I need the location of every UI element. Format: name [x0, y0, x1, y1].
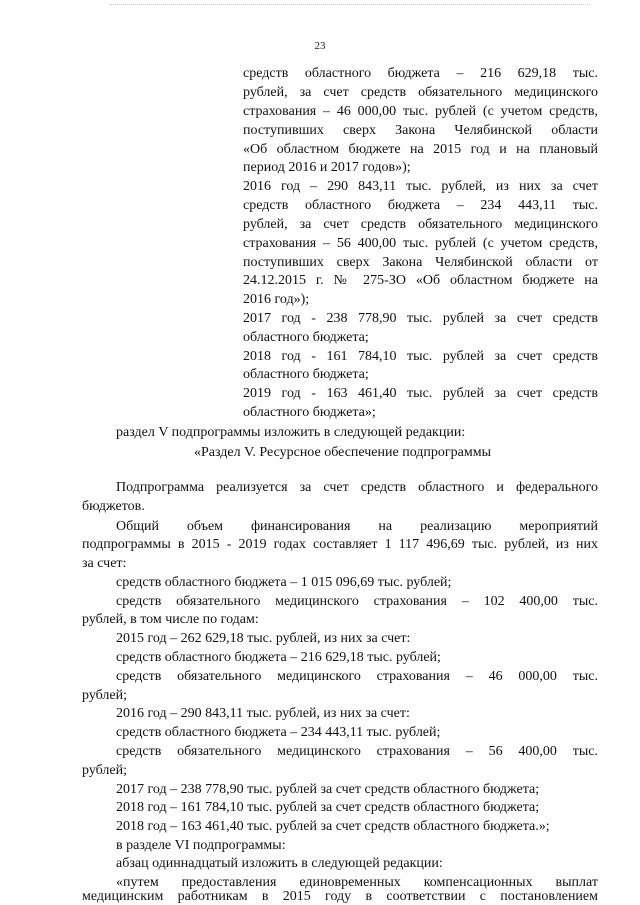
text-line: областного бюджета»; — [243, 405, 376, 420]
paragraph-line: «путем предоставления единовременных компенсационных выплат — [116, 875, 598, 890]
paragraph-line: 2015 год – 262 629,18 тыс. рублей, из них за счет: — [116, 631, 411, 646]
paragraph-line: рублей; — [82, 763, 127, 778]
paragraph-line: рублей; — [82, 688, 127, 703]
paragraph-line: медицинским работникам в 2015 году в соответствии с постановлением — [82, 889, 598, 904]
paragraph-line: бюджетов. — [82, 499, 145, 514]
text-line: областного бюджета; — [243, 367, 369, 382]
paragraph-line: 2018 год – 163 461,40 тыс. рублей за счет средств областного бюджета.»; — [116, 819, 550, 834]
paragraph-line: 2018 год – 161 784,10 тыс. рублей за счет средств областного бюджета; — [116, 800, 540, 815]
paragraph-line: подпрограммы в 2015 - 2019 годах составляет 1 117 496,69 тыс. рублей, из них — [82, 537, 598, 552]
text-line: 2016 год»); — [243, 292, 310, 307]
paragraph-line: раздел V подпрограммы изложить в следующей редакции: — [116, 425, 466, 440]
paragraph-line: за счет: — [82, 556, 127, 571]
text-line: областного бюджета; — [243, 330, 369, 345]
text-line: страхования – 56 400,00 тыс. рублей (с учетом средств, — [243, 236, 598, 251]
paragraph-line: Подпрограмма реализуется за счет средств областного и федерального — [116, 480, 598, 495]
page-number: 23 — [314, 40, 326, 52]
text-line: 2017 год - 238 778,90 тыс. рублей за счет средств — [243, 311, 598, 326]
text-line: 2019 год - 163 461,40 тыс. рублей за счет средств — [243, 386, 598, 401]
text-line: страхования – 46 000,00 тыс. рублей (с учетом средств, — [243, 104, 598, 119]
text-line: период 2016 и 2017 годов»); — [243, 160, 411, 175]
paragraph-line: 2017 год – 238 778,90 тыс. рублей за счет средств областного бюджета; — [116, 782, 540, 797]
scan-top-artifact — [110, 4, 590, 6]
text-line: 2018 год - 161 784,10 тыс. рублей за счет средств — [243, 349, 598, 364]
paragraph-line: 2016 год – 290 843,11 тыс. рублей, из них за счет: — [116, 706, 410, 721]
paragraph-line: средств обязательного медицинского страхования – 102 400,00 тыс. — [116, 594, 598, 609]
paragraph-line: Общий объем финансирования на реализацию мероприятий — [116, 519, 598, 534]
text-line: средств областного бюджета – 216 629,18 тыс. — [243, 66, 598, 81]
paragraph-line: средств обязательного медицинского страхования – 46 000,00 тыс. — [116, 669, 598, 684]
paragraph-line: абзац одиннадцатый изложить в следующей редакции: — [116, 856, 443, 871]
paragraph-line: средств областного бюджета – 1 015 096,69 тыс. рублей; — [116, 575, 452, 590]
paragraph-line: средств областного бюджета – 234 443,11 тыс. рублей; — [116, 725, 441, 740]
text-line: средств областного бюджета – 234 443,11 тыс. — [243, 198, 598, 213]
text-line: рублей, за счет средств обязательного медицинского — [243, 217, 598, 232]
paragraph-line: рублей, в том числе по годам: — [82, 612, 259, 627]
text-line: 24.12.2015 г. № 275-ЗО «Об областном бюджете на — [243, 273, 598, 288]
section-heading: «Раздел V. Ресурсное обеспечение подпрограммы — [194, 445, 492, 460]
paragraph-line: средств обязательного медицинского страхования – 56 400,00 тыс. — [116, 744, 598, 759]
text-line: поступивших сверх Закона Челябинской области от — [243, 255, 598, 270]
text-line: поступивших сверх Закона Челябинской области — [243, 123, 598, 138]
text-line: рублей, за счет средств обязательного медицинского — [243, 85, 598, 100]
paragraph-line: средств областного бюджета – 216 629,18 тыс. рублей; — [116, 650, 441, 665]
paragraph-line: в разделе VI подпрограммы: — [116, 838, 286, 853]
text-line: «Об областном бюджете на 2015 год и на плановый — [243, 142, 598, 157]
text-line: 2016 год – 290 843,11 тыс. рублей, из них за счет — [243, 179, 598, 194]
